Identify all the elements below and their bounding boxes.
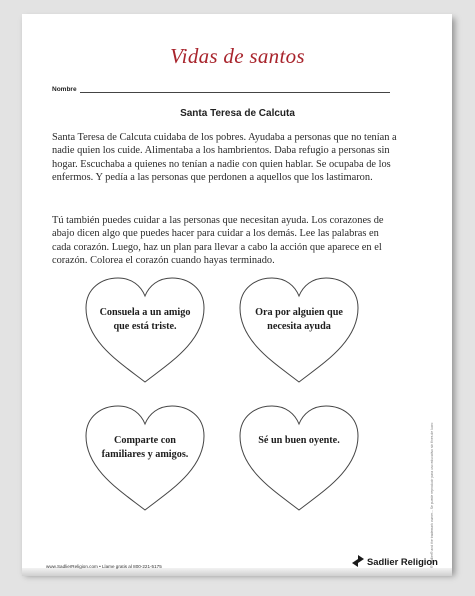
heart-card-console [82, 276, 208, 386]
name-label: Nombre [52, 86, 77, 93]
name-line [80, 86, 390, 93]
logo-icon [352, 555, 364, 567]
heart-card-share [82, 404, 208, 514]
heart-text [92, 306, 198, 334]
heart-card-listen [236, 404, 362, 514]
heart-text [92, 434, 198, 462]
heart-line-1: Ora por alguien que [255, 307, 343, 318]
heart-text [246, 306, 352, 334]
copyright-note: ® Sadlier® and the trademark owner... Se puede reproducir para uso educativo sin fines de lucro [430, 422, 434, 568]
heart-line-1: Sé un buen oyente. [258, 435, 340, 446]
page-shadow [22, 568, 452, 576]
heart-text [246, 434, 352, 448]
name-field [52, 86, 390, 93]
heart-line-1: Consuela a un amigo [99, 307, 191, 318]
sadlier-logo [352, 555, 438, 567]
footer-contact: www.SadlierReligion.com • Llame gratis al 800-221-5175 [46, 564, 162, 569]
heart-shape [236, 404, 362, 514]
section-heading: Santa Teresa de Calcuta [180, 108, 295, 119]
page-title: Vidas de santos [170, 44, 305, 68]
heart-card-pray [236, 276, 362, 386]
heart-line-2: familiares y amigos. [101, 449, 189, 460]
heart-line-2: que está triste. [113, 321, 177, 332]
heart-line-1: Comparte con [114, 435, 176, 446]
logo-text: Sadlier Religion [367, 555, 438, 567]
heart-line-2: necesita ayuda [267, 321, 331, 332]
instructions-paragraph: Tú también puedes cuidar a las personas que necesitan ayuda. Los corazones de abajo dicen algo que puedes hacer para cuidar a los demás. Lee las palabras en cada corazón. Luego, haz un plan para llevar a cabo la acción que aparece en el corazón. Colorea el corazón cuando hayas terminado. [52, 215, 384, 267]
story-paragraph: Santa Teresa de Calcuta cuidaba de los pobres. Ayudaba a personas que no tenían a nadie quien los cuide. Alimentaba a los hambrientos. Daba refugio a personas sin hogar. Escuchaba a quienes no tenían a nadie con quien hablar. Se ocupaba de los enfermos. Y pedía a las personas que perdonen a aquellos que los lastimaron. [52, 132, 397, 184]
